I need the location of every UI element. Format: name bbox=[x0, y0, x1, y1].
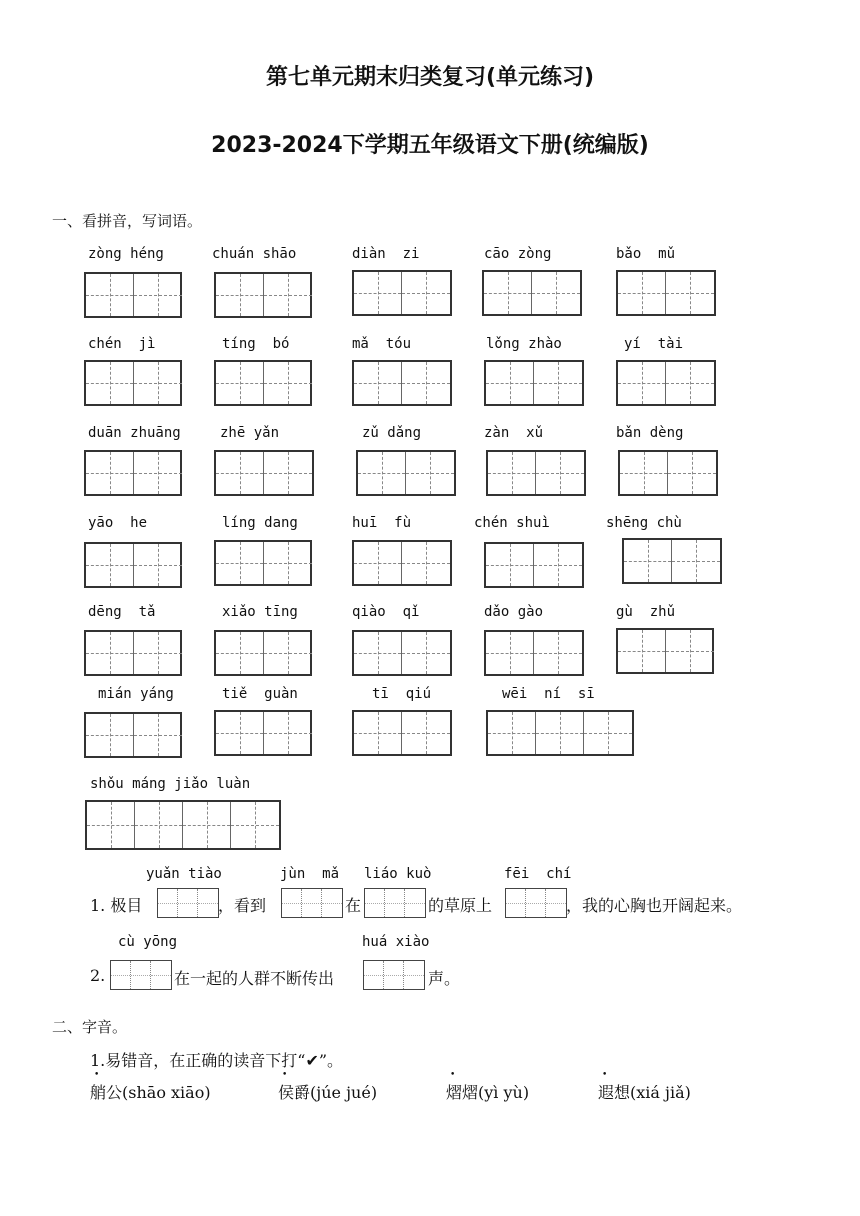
pinyin-label: lǒng zhào bbox=[486, 336, 562, 352]
fill-blank-grid[interactable] bbox=[363, 960, 425, 990]
section-1-heading: 一、看拼音，写词语。 bbox=[52, 212, 203, 230]
word-item bbox=[598, 1080, 691, 1103]
pinyin-label: chén jì bbox=[88, 336, 156, 352]
writing-grid[interactable] bbox=[486, 450, 586, 496]
question-1: 1.易错音，在正确的读音下打“✔”。 bbox=[90, 1051, 344, 1070]
fill-blank-grid[interactable] bbox=[110, 960, 172, 990]
section-2-heading: 二、字音。 bbox=[52, 1018, 128, 1036]
word-option: 公(shāo xiāo) bbox=[106, 1083, 211, 1102]
pinyin-label: mián yáng bbox=[98, 686, 174, 702]
fill-blank-grid[interactable] bbox=[505, 888, 567, 918]
pinyin-label: liáo kuò bbox=[364, 866, 432, 882]
pinyin-label: shēng chù bbox=[606, 515, 682, 531]
writing-grid[interactable] bbox=[484, 542, 584, 588]
writing-grid[interactable] bbox=[84, 450, 182, 496]
pinyin-label: zhē yǎn bbox=[220, 425, 280, 441]
page-subtitle: 2023-2024下学期五年级语文下册(统编版) bbox=[211, 133, 649, 158]
writing-grid[interactable] bbox=[85, 800, 281, 850]
writing-grid[interactable] bbox=[618, 450, 718, 496]
word-option: 熠(yì yù) bbox=[462, 1083, 530, 1102]
writing-grid[interactable] bbox=[484, 360, 584, 406]
pinyin-label: huī fù bbox=[352, 515, 412, 531]
pinyin-label: qiào qǐ bbox=[352, 604, 420, 620]
fill-blank-grid[interactable] bbox=[364, 888, 426, 918]
writing-grid[interactable] bbox=[352, 360, 452, 406]
fill-blank-grid[interactable] bbox=[157, 888, 219, 918]
writing-grid[interactable] bbox=[84, 360, 182, 406]
pinyin-label: shǒu máng jiǎo luàn bbox=[90, 776, 251, 792]
writing-grid[interactable] bbox=[352, 630, 452, 676]
writing-grid[interactable] bbox=[352, 270, 452, 316]
sentence-text: ，我的心胸也开阔起来。 bbox=[566, 896, 743, 915]
writing-grid[interactable] bbox=[616, 628, 714, 674]
pinyin-label: cù yōng bbox=[118, 934, 178, 950]
marked-character: 遐 bbox=[598, 1083, 615, 1102]
pinyin-label: tíng bó bbox=[222, 336, 290, 352]
pinyin-label: bǎn dèng bbox=[616, 425, 684, 441]
pinyin-label: diàn zi bbox=[352, 246, 420, 262]
pinyin-label: jùn mǎ bbox=[280, 866, 340, 882]
writing-grid[interactable] bbox=[482, 270, 582, 316]
sentence-text: 声。 bbox=[428, 969, 461, 988]
pinyin-label: chuán shāo bbox=[212, 246, 297, 262]
writing-grid[interactable] bbox=[352, 540, 452, 586]
writing-grid[interactable] bbox=[622, 538, 722, 584]
writing-grid[interactable] bbox=[84, 712, 182, 758]
marked-character: 艄 bbox=[90, 1083, 107, 1102]
pinyin-label: bǎo mǔ bbox=[616, 246, 676, 262]
page-title: 第七单元期末归类复习(单元练习) bbox=[265, 65, 595, 90]
writing-grid[interactable] bbox=[214, 272, 312, 318]
sentence-text: 在 bbox=[345, 896, 362, 915]
word-item bbox=[446, 1080, 529, 1103]
word-option: 想(xiá jiǎ) bbox=[614, 1083, 691, 1102]
pinyin-label: xiǎo tīng bbox=[222, 604, 298, 620]
writing-grid[interactable] bbox=[84, 272, 182, 318]
pinyin-label: cāo zòng bbox=[484, 246, 552, 262]
pinyin-label: dēng tǎ bbox=[88, 604, 156, 620]
writing-grid[interactable] bbox=[484, 630, 584, 676]
marked-character: 侯 bbox=[278, 1083, 295, 1102]
pinyin-label: tiě guàn bbox=[222, 686, 298, 702]
pinyin-label: duān zhuāng bbox=[88, 425, 181, 441]
pinyin-label: mǎ tóu bbox=[352, 336, 412, 352]
pinyin-label: huá xiào bbox=[362, 934, 430, 950]
writing-grid[interactable] bbox=[352, 710, 452, 756]
pinyin-label: zòng héng bbox=[88, 246, 164, 262]
writing-grid[interactable] bbox=[214, 710, 312, 756]
sentence-1-prefix: 1. 极目 bbox=[90, 896, 143, 915]
pinyin-label: yí tài bbox=[624, 336, 684, 352]
pinyin-label: wēi ní sī bbox=[502, 686, 595, 702]
fill-blank-grid[interactable] bbox=[281, 888, 343, 918]
sentence-text: 的草原上 bbox=[428, 896, 493, 915]
word-item bbox=[278, 1080, 377, 1103]
word-option: 爵(júe jué) bbox=[294, 1083, 378, 1102]
writing-grid[interactable] bbox=[616, 360, 716, 406]
word-item bbox=[90, 1080, 211, 1103]
writing-grid[interactable] bbox=[356, 450, 456, 496]
sentence-2-prefix: 2. bbox=[90, 966, 106, 985]
pinyin-label: dǎo gào bbox=[484, 604, 544, 620]
writing-grid[interactable] bbox=[486, 710, 634, 756]
pinyin-label: fēi chí bbox=[504, 866, 572, 882]
pinyin-label: gù zhǔ bbox=[616, 604, 676, 620]
sentence-text: ，看到 bbox=[218, 896, 267, 915]
writing-grid[interactable] bbox=[214, 450, 314, 496]
pinyin-label: zàn xǔ bbox=[484, 425, 544, 441]
marked-character: 熠 bbox=[446, 1083, 463, 1102]
writing-grid[interactable] bbox=[616, 270, 716, 316]
pinyin-label: tī qiú bbox=[372, 686, 432, 702]
writing-grid[interactable] bbox=[214, 630, 312, 676]
writing-grid[interactable] bbox=[84, 630, 182, 676]
pinyin-label: yāo he bbox=[88, 515, 148, 531]
sentence-text: 在一起的人群不断传出 bbox=[174, 969, 335, 988]
writing-grid[interactable] bbox=[214, 360, 312, 406]
writing-grid[interactable] bbox=[214, 540, 312, 586]
writing-grid[interactable] bbox=[84, 542, 182, 588]
pinyin-label: chén shuì bbox=[474, 515, 550, 531]
pinyin-label: líng dang bbox=[222, 515, 298, 531]
pinyin-label: zǔ dǎng bbox=[362, 425, 422, 441]
pinyin-label: yuǎn tiào bbox=[146, 866, 222, 882]
